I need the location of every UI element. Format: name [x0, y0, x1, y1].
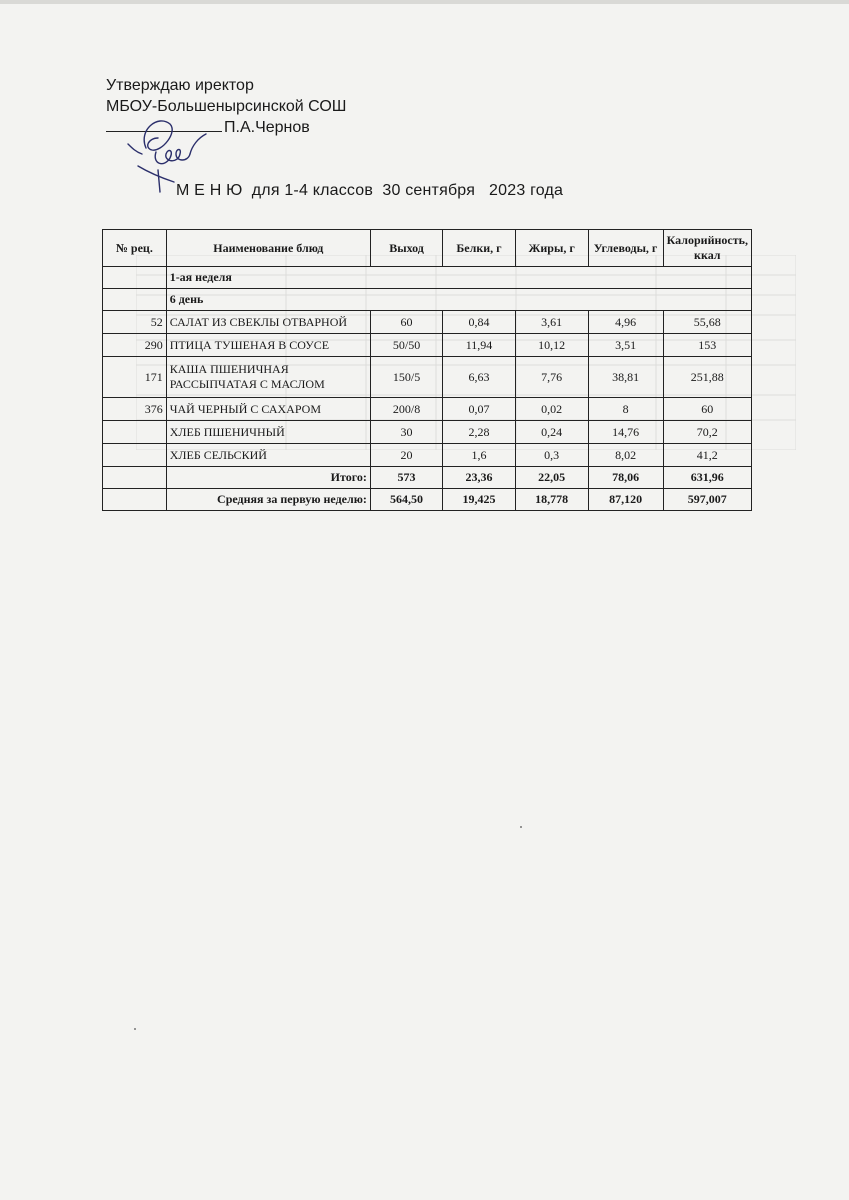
total-row	[103, 467, 752, 489]
col-output: Выход	[370, 230, 442, 267]
calories-value: 153	[663, 334, 751, 357]
recipe-number	[103, 444, 167, 467]
fat-value: 0,3	[515, 444, 588, 467]
calories-value: 41,2	[663, 444, 751, 467]
carbs-value: 38,81	[588, 357, 663, 398]
dish-name: ХЛЕБ СЕЛЬСКИЙ	[166, 444, 370, 467]
menu-table	[102, 229, 752, 511]
output-value: 60	[370, 311, 442, 334]
total-calories: 631,96	[663, 467, 751, 489]
average-fat: 18,778	[515, 489, 588, 511]
col-calories: Калорийность, ккал	[663, 230, 751, 267]
average-label: Средняя за первую неделю:	[166, 489, 370, 511]
protein-value: 11,94	[443, 334, 516, 357]
col-carbs: Углеводы, г	[588, 230, 663, 267]
protein-value: 2,28	[443, 421, 516, 444]
fat-value: 3,61	[515, 311, 588, 334]
approval-line-2: МБОУ-Большенырсинской СОШ	[106, 98, 347, 115]
total-output: 573	[370, 467, 442, 489]
calories-value: 60	[663, 398, 751, 421]
speck	[134, 1028, 136, 1030]
total-label: Итого:	[166, 467, 370, 489]
approval-line-1: Утверждаю иректор	[106, 77, 254, 94]
col-protein: Белки, г	[443, 230, 516, 267]
recipe-number: 171	[103, 357, 167, 398]
average-output: 564,50	[370, 489, 442, 511]
day-label: 6 день	[166, 289, 751, 311]
output-value: 30	[370, 421, 442, 444]
dish-name: САЛАТ ИЗ СВЕКЛЫ ОТВАРНОЙ	[166, 311, 370, 334]
col-recipe-number: № рец.	[103, 230, 167, 267]
carbs-value: 8	[588, 398, 663, 421]
carbs-value: 8,02	[588, 444, 663, 467]
average-row	[103, 489, 752, 511]
week-label: 1-ая неделя	[166, 267, 751, 289]
day-row	[103, 289, 752, 311]
fat-value: 0,24	[515, 421, 588, 444]
protein-value: 6,63	[443, 357, 516, 398]
output-value: 50/50	[370, 334, 442, 357]
recipe-number	[103, 421, 167, 444]
week-row	[103, 267, 752, 289]
recipe-number: 376	[103, 398, 167, 421]
calories-value: 251,88	[663, 357, 751, 398]
table-row	[103, 444, 752, 467]
col-fat: Жиры, г	[515, 230, 588, 267]
total-protein: 23,36	[443, 467, 516, 489]
table-row	[103, 421, 752, 444]
output-value: 20	[370, 444, 442, 467]
table-row	[103, 334, 752, 357]
page-title: М Е Н Ю для 1-4 классов 30 сентября 2023 года	[176, 182, 564, 199]
fat-value: 0,02	[515, 398, 588, 421]
protein-value: 0,84	[443, 311, 516, 334]
total-carbs: 78,06	[588, 467, 663, 489]
total-fat: 22,05	[515, 467, 588, 489]
speck	[520, 826, 522, 828]
carbs-value: 3,51	[588, 334, 663, 357]
average-protein: 19,425	[443, 489, 516, 511]
calories-value: 55,68	[663, 311, 751, 334]
dish-name: ХЛЕБ ПШЕНИЧНЫЙ	[166, 421, 370, 444]
carbs-value: 14,76	[588, 421, 663, 444]
dish-name: ЧАЙ ЧЕРНЫЙ С САХАРОМ	[166, 398, 370, 421]
signer-name: П.А.Чернов	[224, 119, 310, 136]
dish-name: ПТИЦА ТУШЕНАЯ В СОУСЕ	[166, 334, 370, 357]
fat-value: 7,76	[515, 357, 588, 398]
table-row	[103, 398, 752, 421]
recipe-number: 52	[103, 311, 167, 334]
average-carbs: 87,120	[588, 489, 663, 511]
recipe-number: 290	[103, 334, 167, 357]
protein-value: 1,6	[443, 444, 516, 467]
dish-name: КАША ПШЕНИЧНАЯ РАССЫПЧАТАЯ С МАСЛОМ	[166, 357, 370, 398]
table-row	[103, 311, 752, 334]
output-value: 200/8	[370, 398, 442, 421]
col-dish-name: Наименование блюд	[166, 230, 370, 267]
table-row	[103, 357, 752, 398]
average-calories: 597,007	[663, 489, 751, 511]
table-header-row	[103, 230, 752, 267]
protein-value: 0,07	[443, 398, 516, 421]
carbs-value: 4,96	[588, 311, 663, 334]
output-value: 150/5	[370, 357, 442, 398]
calories-value: 70,2	[663, 421, 751, 444]
fat-value: 10,12	[515, 334, 588, 357]
